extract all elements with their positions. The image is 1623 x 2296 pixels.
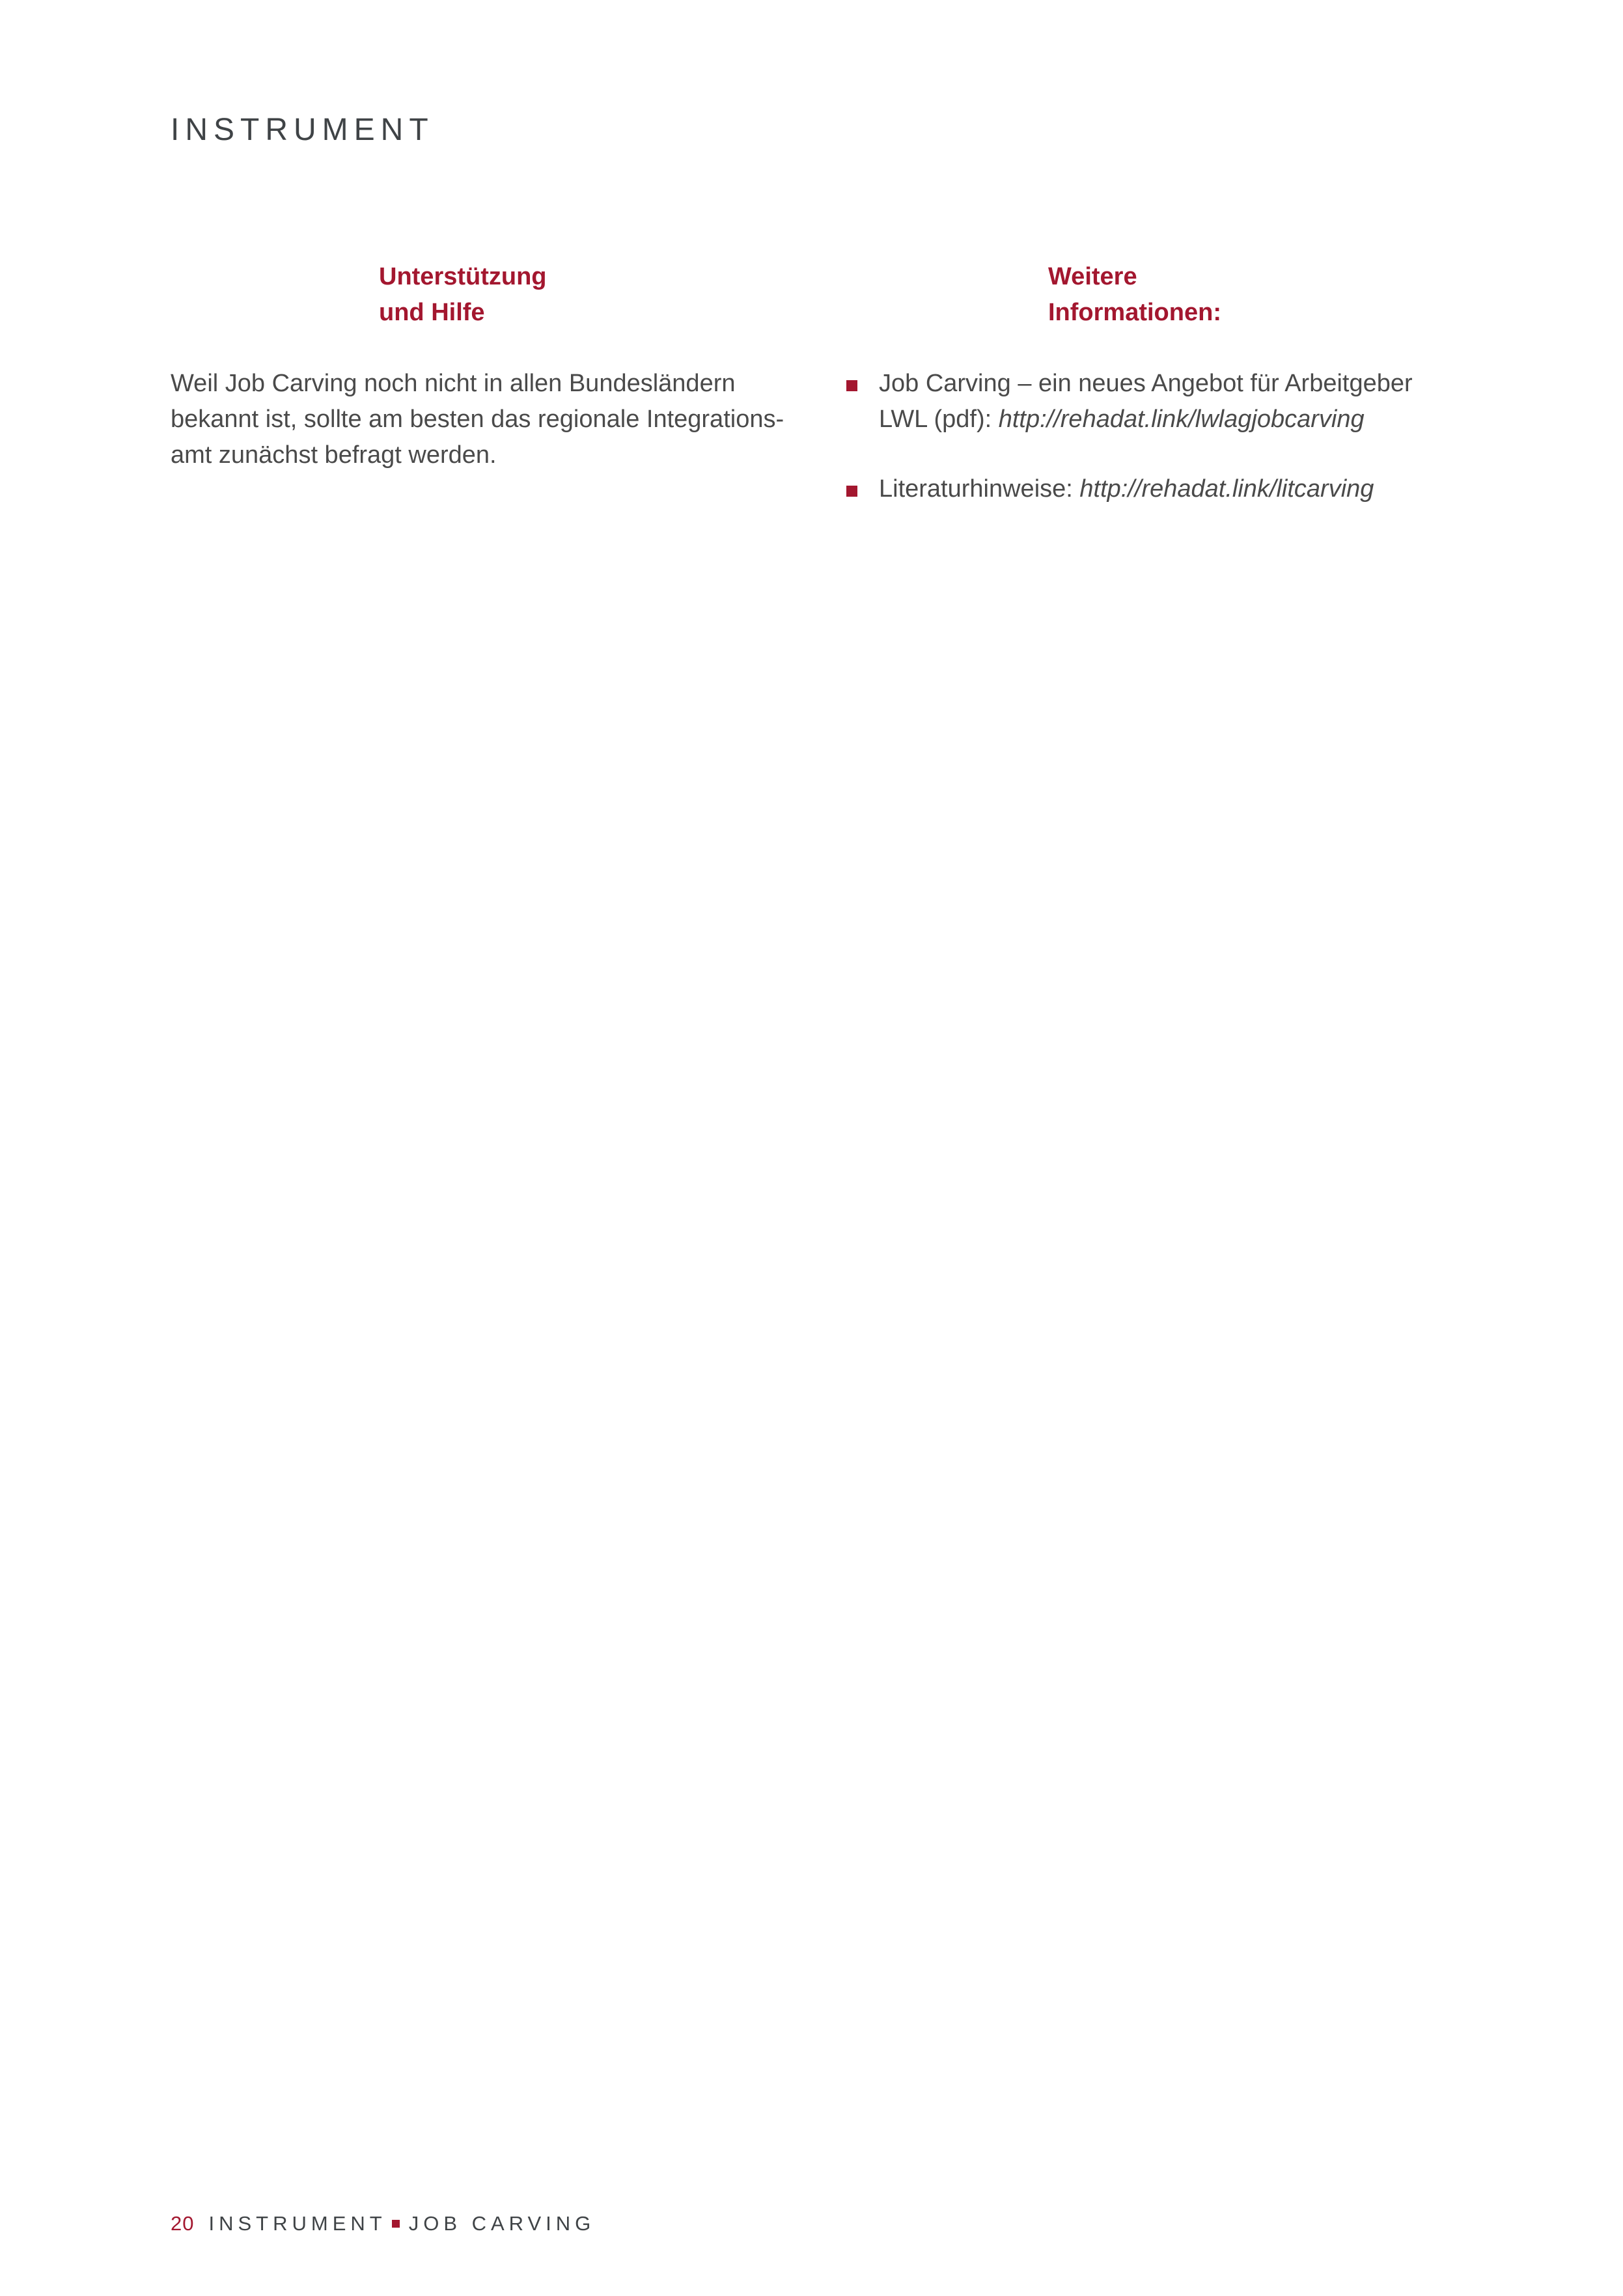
information-list xyxy=(846,366,1497,507)
square-bullet-icon xyxy=(846,380,857,391)
heading-line: Weitere xyxy=(1048,263,1137,290)
square-bullet-icon xyxy=(846,486,857,497)
heading-further-information xyxy=(1048,259,1221,331)
item-text-line: Job Carving – ein neues Angebot für Arbeitgeber xyxy=(879,370,1413,397)
heading-line: Informationen: xyxy=(1048,299,1221,326)
page-number: 20 xyxy=(171,2212,195,2235)
heading-line: Unterstützung xyxy=(379,263,547,290)
item-text-line xyxy=(879,471,1497,507)
item-text-prefix: Literaturhinweise: xyxy=(879,475,1080,503)
heading-support-and-help xyxy=(379,259,547,331)
page-footer xyxy=(171,2212,595,2235)
footer-topic-label: JOB CARVING xyxy=(408,2212,596,2235)
square-separator-icon xyxy=(392,2220,400,2228)
list-item xyxy=(846,366,1497,437)
body-line: bekannt ist, sollte am besten das regionale Integrations- xyxy=(171,406,784,433)
literature-link[interactable]: http://rehadat.link/litcarving xyxy=(1079,475,1374,503)
page-header: INSTRUMENT xyxy=(171,113,434,147)
lwl-job-carving-link[interactable]: http://rehadat.link/lwlagjobcarving xyxy=(998,406,1365,433)
heading-line: und Hilfe xyxy=(379,299,485,326)
footer-section-label: INSTRUMENT xyxy=(208,2212,387,2235)
list-item xyxy=(846,471,1497,507)
body-line: Weil Job Carving noch nicht in allen Bundesländern xyxy=(171,370,736,397)
body-line: amt zunächst befragt werden. xyxy=(171,441,497,469)
item-text-prefix: LWL (pdf): xyxy=(879,406,999,433)
support-body-text xyxy=(171,366,822,473)
item-text-line xyxy=(879,402,1497,437)
